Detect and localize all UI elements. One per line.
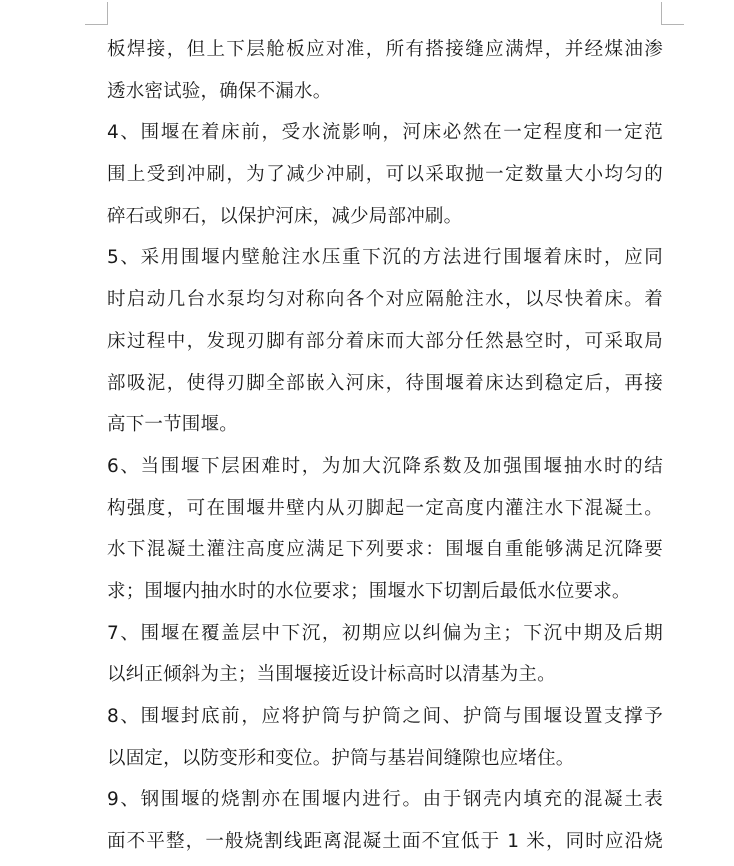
text-line: 围上受到冲刷，为了减少冲刷，可以采取抛一定数量大小均匀的 — [107, 164, 663, 186]
text-line: 8、围堰封底前，应将护筒与护筒之间、护筒与围堰设置支撑予 — [107, 706, 663, 727]
page-corner-mark-left — [85, 2, 108, 25]
text-line: 碎石或卵石，以保护河床，减少局部冲刷。 — [107, 205, 463, 227]
paragraph — [107, 237, 663, 445]
text-line: 4、围堰在着床前，受水流影响，河床必然在一定程度和一定范 — [107, 122, 663, 144]
text-line: 透水密试验，确保不漏水。 — [107, 80, 332, 102]
text-line: 构强度，可在围堰井壁内从刃脚起一定高度内灌注水下混凝土。 — [107, 497, 663, 519]
text-line: 时启动几台水泵均匀对称向各个对应隔舱注水，以尽快着床。着 — [107, 289, 663, 311]
text-line: 6、当围堰下层困难时，为加大沉降系数及加强围堰抽水时的结 — [107, 455, 663, 477]
text-line: 板焊接，但上下层舱板应对准，所有搭接缝应满焊，并经煤油渗 — [107, 39, 663, 60]
text-line: 面不平整，一般烧割线距离混凝土面不宜低于 1 米，同时应沿烧 — [107, 831, 663, 853]
text-line: 求；围堰内抽水时的水位要求；围堰水下切割后最低水位要求。 — [107, 580, 631, 602]
text-line: 高下一节围堰。 — [107, 414, 238, 436]
paragraph — [107, 779, 663, 862]
text-line: 以纠正倾斜为主；当围堰接近设计标高时以清基为主。 — [107, 664, 556, 686]
page-corner-mark-right — [661, 2, 684, 25]
document-body — [107, 29, 663, 863]
text-line: 7、围堰在覆盖层中下沉，初期应以纠偏为主；下沉中期及后期 — [107, 622, 663, 644]
text-line: 水下混凝土灌注高度应满足下列要求：围堰自重能够满足沉降要 — [107, 539, 663, 561]
text-line: 部吸泥，使得刃脚全部嵌入河床，待围堰着床达到稳定后，再接 — [107, 372, 663, 394]
text-line: 9、钢围堰的烧割亦在围堰内进行。由于钢壳内填充的混凝土表 — [107, 789, 663, 811]
paragraph — [107, 696, 663, 779]
paragraph — [107, 613, 663, 696]
paragraph — [107, 29, 663, 112]
text-line: 床过程中，发现刃脚有部分着床而大部分任然悬空时，可采取局 — [107, 330, 663, 352]
paragraph — [107, 446, 663, 613]
text-line: 以固定，以防变形和变位。护筒与基岩间缝隙也应堵住。 — [107, 747, 575, 769]
text-line: 5、采用围堰内壁舱注水压重下沉的方法进行围堰着床时，应同 — [107, 247, 663, 269]
paragraph — [107, 112, 663, 237]
